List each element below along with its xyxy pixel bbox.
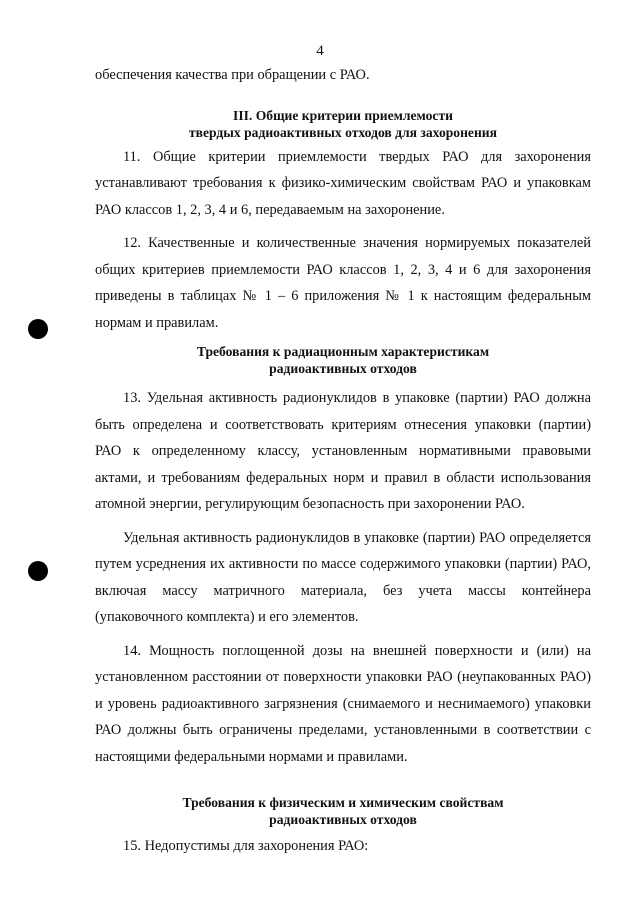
continuation-text: обеспечения качества при обращении с РАО.	[95, 67, 370, 83]
paragraph-13-continued: Удельная активность радионуклидов в упаковке (партии) РАО определяется путем усреднения их активности по массе содержимого упаковки (партии) РАО, включая массу матричного материала, без учета массы контейнера (упаковочного комплекта) и его элементов.	[95, 529, 591, 625]
paragraph-15: 15. Недопустимы для захоронения РАО:	[123, 838, 369, 854]
radiation-heading-line1: Требования к радиационным характеристикам	[196, 344, 490, 359]
section-3-heading-line2: твердых радиоактивных отходов для захоронения	[189, 124, 497, 140]
page-number: 4	[316, 43, 324, 59]
physchem-heading-line1: Требования к физическим и химическим свойствам	[182, 795, 504, 810]
physchem-heading-line2: радиоактивных отходов	[269, 812, 417, 827]
physchem-requirements-heading	[95, 794, 591, 828]
radiation-heading-line2: радиоактивных отходов	[269, 361, 417, 376]
radiation-requirements-heading	[95, 343, 591, 377]
section-3-heading-line1: III. Общие критерии приемлемости	[233, 107, 453, 123]
punch-hole-bottom	[28, 561, 48, 581]
paragraph-13: 13. Удельная активность радионуклидов в упаковке (партии) РАО должна быть определена и соответствовать критериям отнесения упаковки (партии) РАО к определенному классу, установленным нормативными правовыми актами, и требованиям федеральных норм и правил в области использования атомной энергии, регулирующим безопасность при захоронении РАО.	[95, 390, 591, 512]
document-body	[95, 62, 591, 860]
paragraph-11: 11. Общие критерии приемлемости твердых РАО для захоронения устанавливают требования к физико-химическим свойствам РАО и упаковкам РАО классов 1, 2, 3, 4 и 6, передаваемым на захоронение.	[95, 148, 591, 218]
section-3-heading	[95, 107, 591, 141]
paragraph-14: 14. Мощность поглощенной дозы на внешней поверхности и (или) на установленном расстоянии от поверхности упаковки РАО (неупакованных РАО) и уровень радиоактивного загрязнения (снимаемого и неснимаемого) упаковки РАО должны быть ограничены пределами, установленными в соответствии с настоящими федеральными нормами и правилами.	[95, 642, 591, 765]
paragraph-12: 12. Качественные и количественные значения нормируемых показателей общих критериев приемлемости РАО классов 1, 2, 3, 4 и 6 для захоронения приведены в таблицах № 1 – 6 приложения № 1 к настоящим федеральным нормам и правилам.	[95, 235, 591, 331]
punch-hole-top	[28, 319, 48, 339]
